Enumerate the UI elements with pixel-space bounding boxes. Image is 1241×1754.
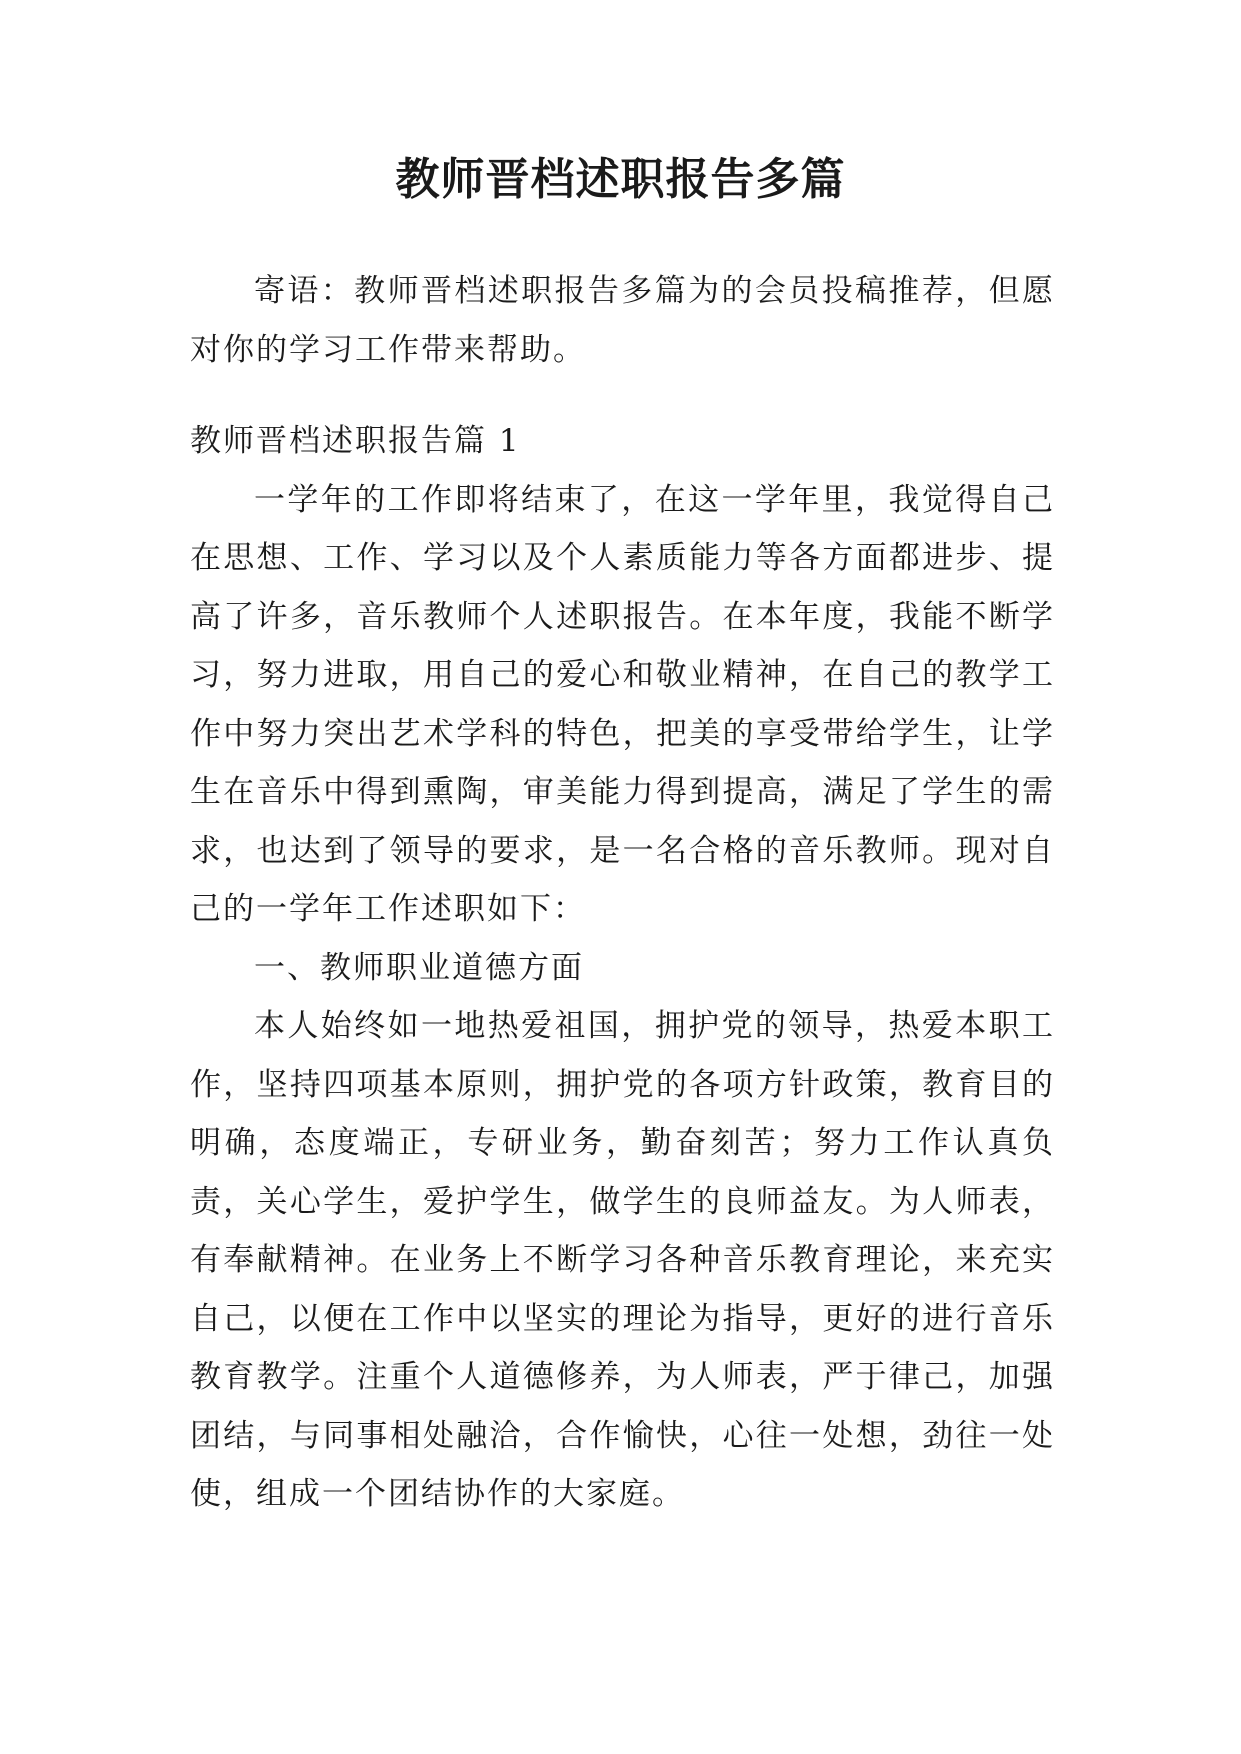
section-heading: 教师晋档述职报告篇 1	[190, 423, 521, 459]
document-title: 教师晋档述职报告多篇	[395, 154, 846, 205]
body-paragraph: 一学年的工作即将结束了，在这一学年里，我觉得自己在思想、工作、学习以及个人素质能力等各方面都进步、提高了许多，音乐教师个人述职报告。在本年度，我能不断学习，努力进取，用自己的爱心和敬业精神，在自己的教学工作中努力突出艺术学科的特色，把美的享受带给学生，让学生在音乐中得到熏陶，审美能力得到提高，满足了学生的需求，也达到了领导的要求，是一名合格的音乐教师。现对自己的一学年工作述职如下：	[190, 481, 1055, 927]
intro-paragraph: 寄语：教师晋档述职报告多篇为的会员投稿推荐，但愿对你的学习工作带来帮助。	[190, 273, 1055, 368]
body-paragraph: 本人始终如一地热爱祖国，拥护党的领导，热爱本职工作，坚持四项基本原则，拥护党的各项方针政策，教育目的明确，态度端正，专研业务，勤奋刻苦；努力工作认真负责，关心学生，爱护学生，做学生的良师益友。为人师表，有奉献精神。在业务上不断学习各种音乐教育理论，来充实自己，以便在工作中以坚实的理论为指导，更好的进行音乐教育教学。注重个人道德修养，为人师表，严于律己，加强团结，与同事相处融洽，合作愉快，心往一处想，劲往一处使，组成一个团结协作的大家庭。	[190, 1008, 1055, 1512]
document-body	[190, 412, 1055, 1524]
subsection-heading: 一、教师职业道德方面	[254, 949, 584, 986]
intro-block	[190, 262, 1055, 379]
